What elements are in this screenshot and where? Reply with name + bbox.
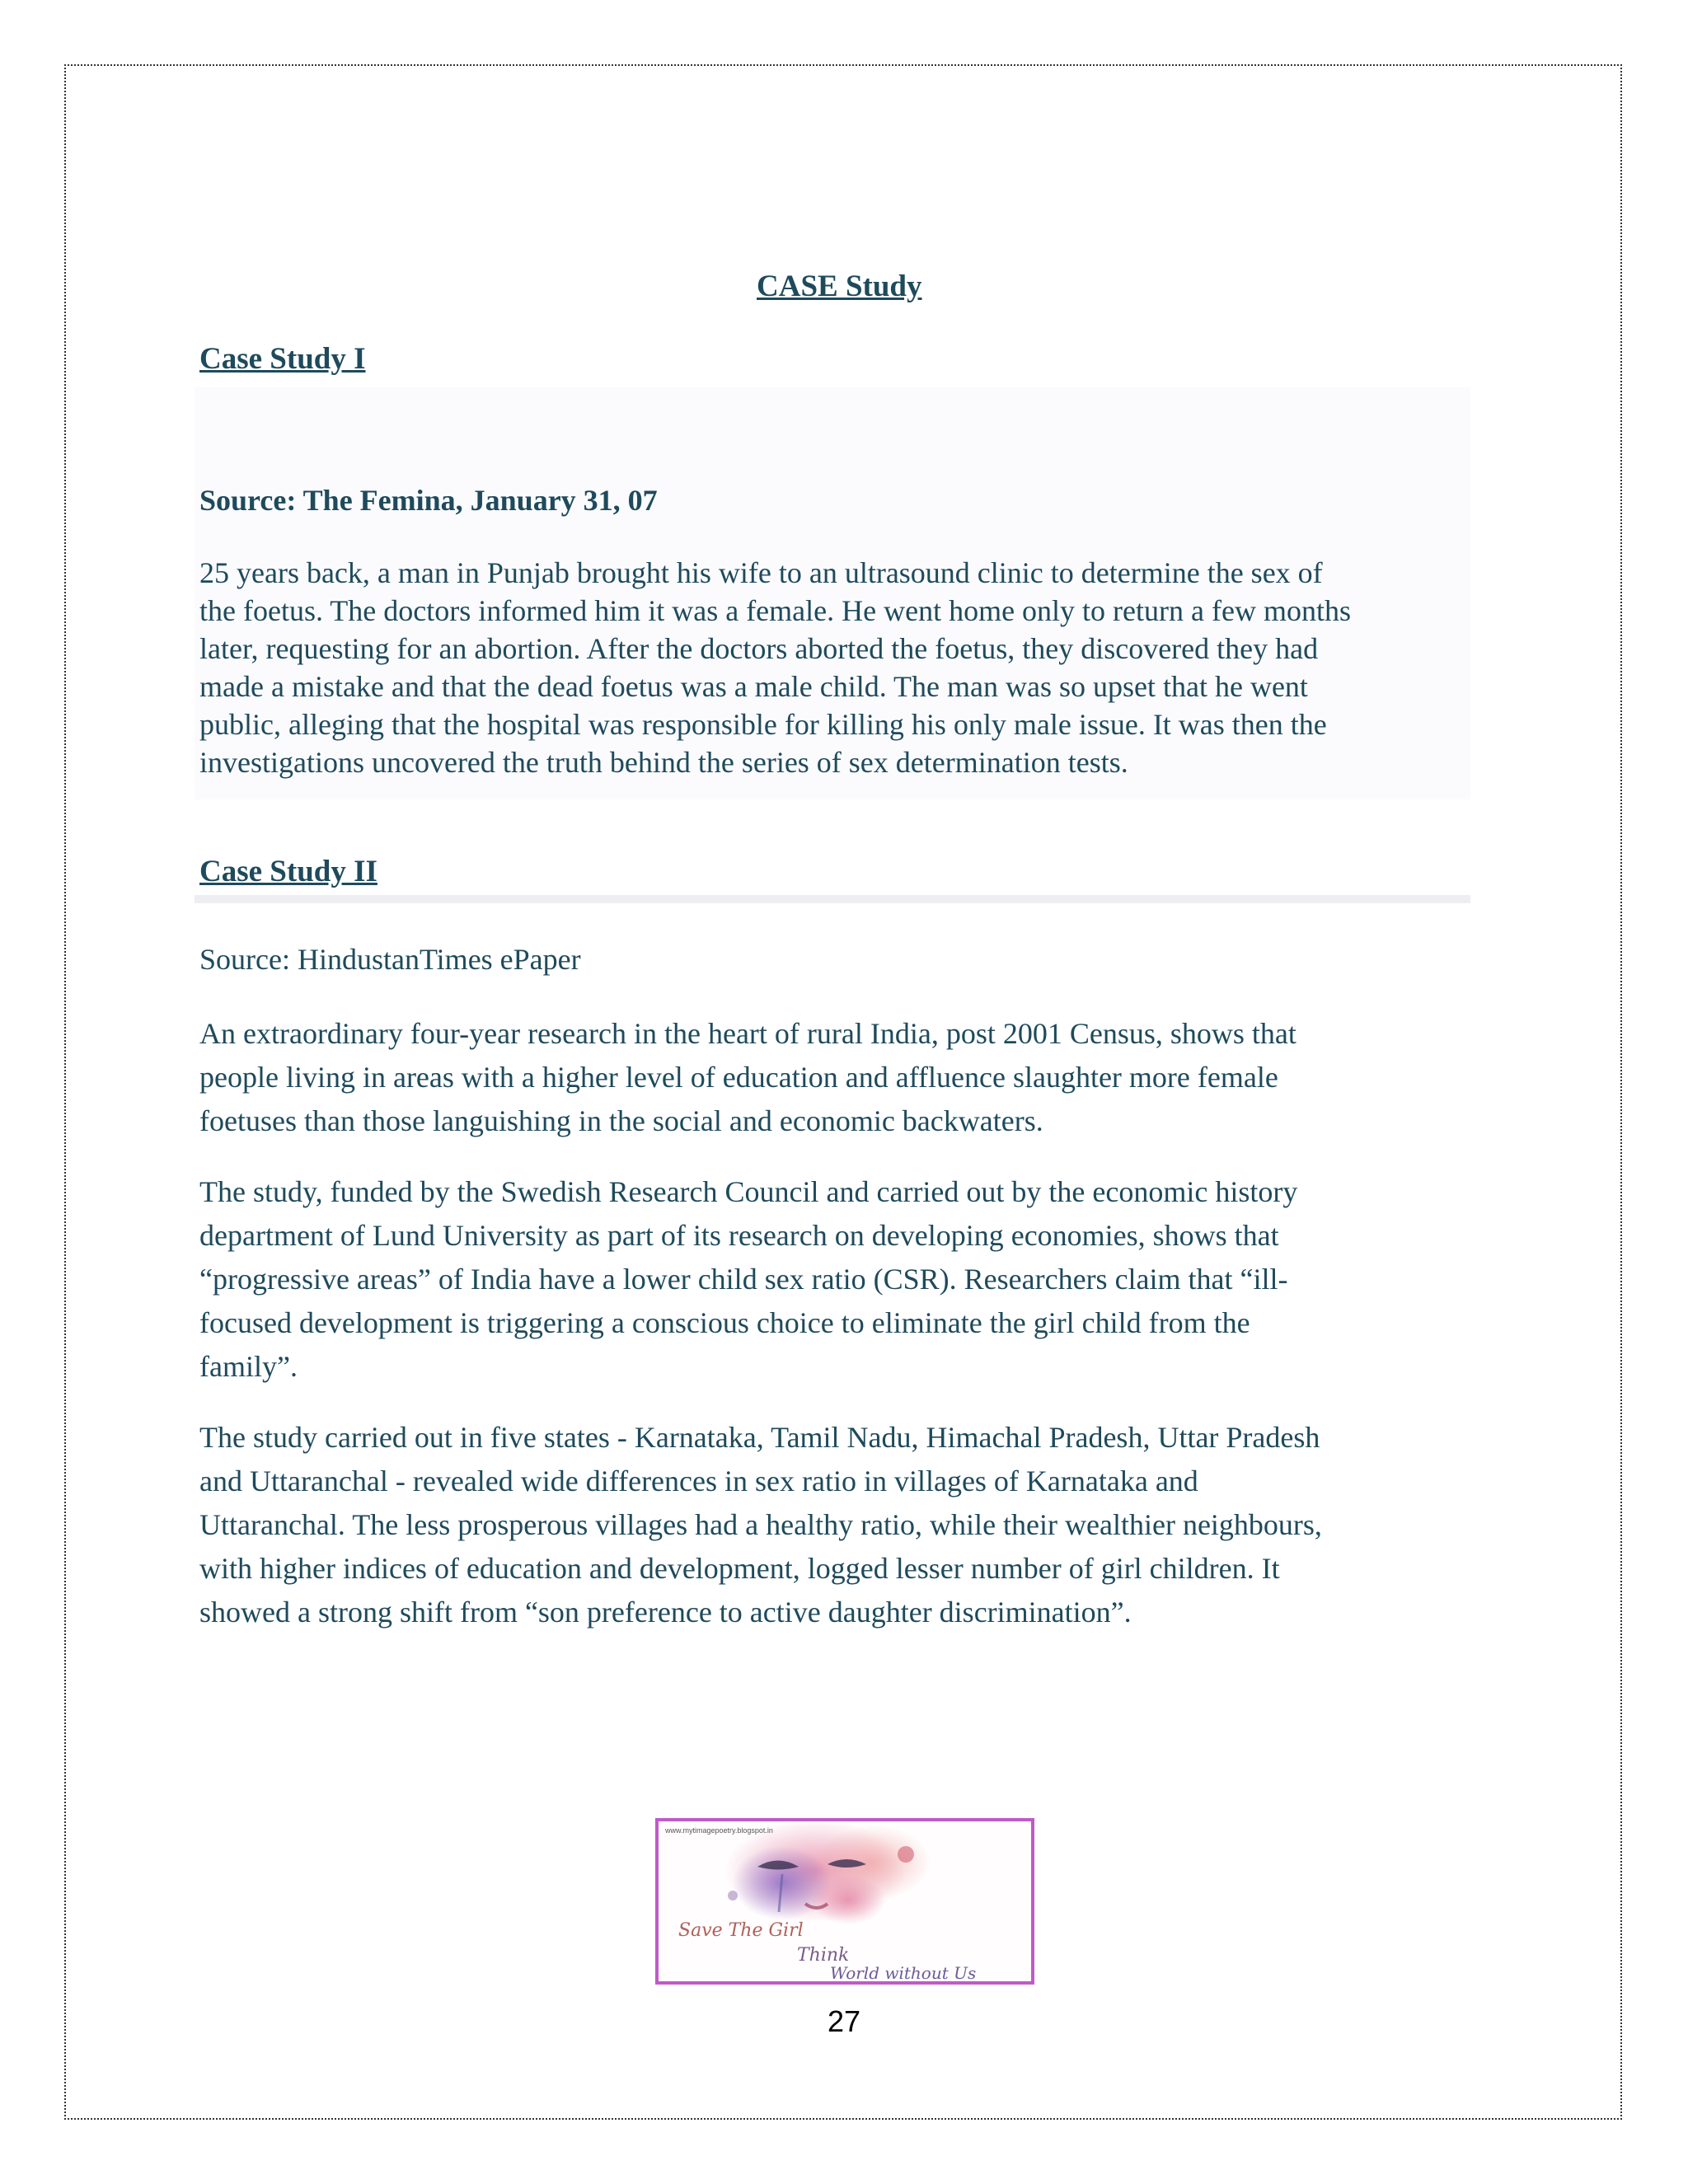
case-study-1-heading: Case Study I bbox=[199, 342, 366, 376]
banner-line-1: Save The Girl bbox=[678, 1920, 804, 1941]
paragraph-line: the foetus. The doctors informed him it was a female. He went home only to return a few months bbox=[199, 594, 1351, 627]
case-study-1-source: Source: The Femina, January 31, 07 bbox=[199, 484, 658, 517]
document-title: CASE Study bbox=[757, 269, 922, 303]
paragraph-line: and Uttaranchal - revealed wide differences in sex ratio in villages of Karnataka and bbox=[199, 1465, 1198, 1497]
paragraph-line: The study carried out in five states - Karnataka, Tamil Nadu, Himachal Pradesh, Uttar Pradesh bbox=[199, 1421, 1320, 1454]
paragraph-line: An extraordinary four-year research in the heart of rural India, post 2001 Census, shows that bbox=[199, 1017, 1296, 1050]
save-the-girl-banner bbox=[655, 1818, 1034, 1985]
paragraph-line: department of Lund University as part of its research on developing economies, shows that bbox=[199, 1219, 1279, 1252]
paragraph-line: “progressive areas” of India have a lower child sex ratio (CSR). Researchers claim that “ill- bbox=[199, 1263, 1288, 1296]
paragraph-line: showed a strong shift from “son preference to active daughter discrimination”. bbox=[199, 1596, 1132, 1629]
case-study-2-source: Source: HindustanTimes ePaper bbox=[199, 943, 581, 976]
paragraph-line: focused development is triggering a conscious choice to eliminate the girl child from the bbox=[199, 1306, 1250, 1339]
paragraph-line: later, requesting for an abortion. After the doctors aborted the foetus, they discovered they had bbox=[199, 632, 1319, 665]
case-study-2-paragraph-1 bbox=[199, 1012, 1485, 1143]
paragraph-line: Uttaranchal. The less prosperous villages had a healthy ratio, while their wealthier neighbours, bbox=[199, 1508, 1322, 1541]
case-study-2-paragraph-3 bbox=[199, 1416, 1485, 1634]
banner-line-2: Think bbox=[797, 1945, 850, 1966]
paragraph-line: investigations uncovered the truth behind the series of sex determination tests. bbox=[199, 746, 1128, 779]
paragraph-line: family”. bbox=[199, 1350, 298, 1383]
section-divider bbox=[195, 895, 1470, 903]
paragraph-line: 25 years back, a man in Punjab brought his wife to an ultrasound clinic to determine the sex of bbox=[199, 556, 1323, 589]
case-study-1-paragraph bbox=[199, 554, 1485, 781]
paragraph-line: people living in areas with a higher level of education and affluence slaughter more female bbox=[199, 1061, 1278, 1094]
banner-url: www.mytimagepoetry.blogspot.in bbox=[665, 1826, 773, 1835]
page-number: 27 bbox=[828, 2004, 861, 2038]
paragraph-line: with higher indices of education and development, logged lesser number of girl children. It bbox=[199, 1552, 1280, 1585]
case-study-2-heading: Case Study II bbox=[199, 855, 377, 888]
case-study-2-paragraph-2 bbox=[199, 1170, 1485, 1389]
paragraph-line: The study, funded by the Swedish Research Council and carried out by the economic history bbox=[199, 1175, 1298, 1208]
paragraph-line: made a mistake and that the dead foetus was a male child. The man was so upset that he went bbox=[199, 670, 1308, 703]
paragraph-line: public, alleging that the hospital was responsible for killing his only male issue. It was then the bbox=[199, 708, 1327, 741]
paragraph-line: foetuses than those languishing in the social and economic backwaters. bbox=[199, 1104, 1043, 1137]
banner-line-3: World without Us bbox=[830, 1963, 977, 1983]
